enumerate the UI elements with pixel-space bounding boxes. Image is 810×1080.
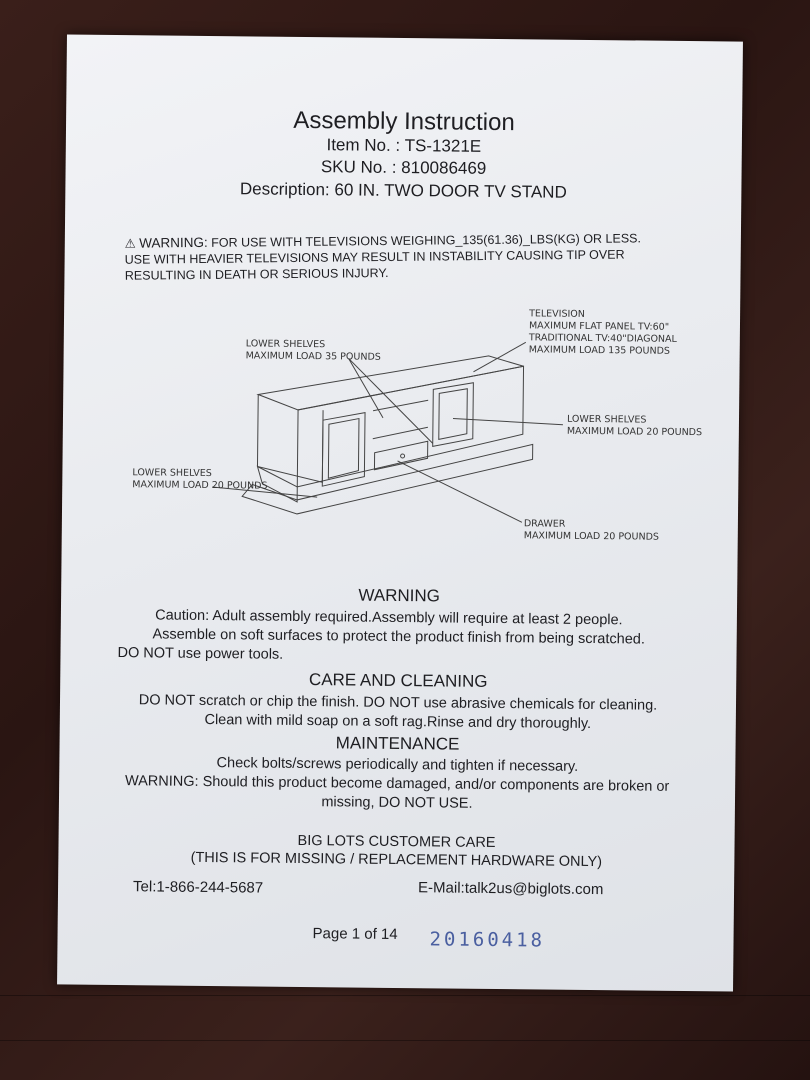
customer-care-note: (THIS IS FOR MISSING / REPLACEMENT HARDWARE ONLY) xyxy=(190,849,603,871)
tv-stand-diagram xyxy=(92,290,715,546)
customer-care-title: BIG LOTS CUSTOMER CARE xyxy=(297,832,496,852)
warning-line-1: Caution: Adult assembly required.Assembly will require at least 2 people. xyxy=(155,607,623,629)
diagram-label-tv-2: MAXIMUM FLAT PANEL TV:60" xyxy=(528,320,670,333)
customer-care-email: E-Mail:talk2us@biglots.com xyxy=(417,879,604,899)
sku-number: SKU No. : 810086469 xyxy=(320,157,487,178)
warning-heading: WARNING xyxy=(358,585,440,606)
diagram-label-drawer-2: MAXIMUM LOAD 20 POUNDS xyxy=(523,530,660,543)
diagram-label-tv-3: TRADITIONAL TV:40"DIAGONAL xyxy=(528,332,677,345)
diagram-label-shelf-b1: LOWER SHELVES xyxy=(566,413,647,426)
diagram-label-shelf-c1: LOWER SHELVES xyxy=(132,467,212,480)
diagram-label-shelf-a1: LOWER SHELVES xyxy=(245,338,326,351)
maintenance-line-1: Check bolts/screws periodically and tighten if necessary. xyxy=(216,755,579,775)
diagram-label-tv-4: MAXIMUM LOAD 135 POUNDS xyxy=(528,344,670,357)
diagram-label-shelf-a2: MAXIMUM LOAD 35 POUNDS xyxy=(245,350,381,363)
tipover-warning: ⚠ WARNING: FOR USE WITH TELEVISIONS WEIGHING_135(61.36)_LBS(KG) OR LESS. USE WITH HEAVIER TELEVISIONS MAY RESULT IN INSTABILITY CAUSING TIP OVER RESULTING IN DEATH OR SERIOUS INJURY. xyxy=(124,231,642,283)
customer-care-phone: Tel:1-866-244-5687 xyxy=(132,878,264,897)
maintenance-line-2: WARNING: Should this product become damaged, and/or components are broken or xyxy=(124,773,670,795)
warning-triangle-icon: ⚠ xyxy=(124,236,136,251)
item-number: Item No. : TS-1321E xyxy=(326,135,482,156)
page-number: Page 1 of 14 xyxy=(312,925,398,943)
stand-top xyxy=(258,354,524,413)
warning-line-2: Assemble on soft surfaces to protect the product finish from being scratched. xyxy=(152,626,645,648)
product-description: Description: 60 IN. TWO DOOR TV STAND xyxy=(239,179,567,202)
care-heading: CARE AND CLEANING xyxy=(308,670,488,691)
warning-line-3: DO NOT use power tools. xyxy=(117,645,284,663)
page-title: Assembly Instruction xyxy=(293,106,515,137)
diagram-label-shelf-c2: MAXIMUM LOAD 20 POUNDS xyxy=(132,479,268,492)
instruction-sheet xyxy=(57,34,743,991)
diagram-label-shelf-b2: MAXIMUM LOAD 20 POUNDS xyxy=(566,425,703,439)
care-line-2: Clean with mild soap on a soft rag.Rinse and dry thoroughly. xyxy=(204,711,592,733)
diagram-label-drawer-1: DRAWER xyxy=(523,518,566,530)
maintenance-line-3: missing, DO NOT USE. xyxy=(321,794,473,812)
diagram-label-tv-1: TELEVISION xyxy=(529,308,585,320)
care-line-1: DO NOT scratch or chip the finish. DO NOT use abrasive chemicals for cleaning. xyxy=(138,692,658,714)
maintenance-heading: MAINTENANCE xyxy=(335,733,460,754)
date-stamp: 20160418 xyxy=(429,928,546,952)
